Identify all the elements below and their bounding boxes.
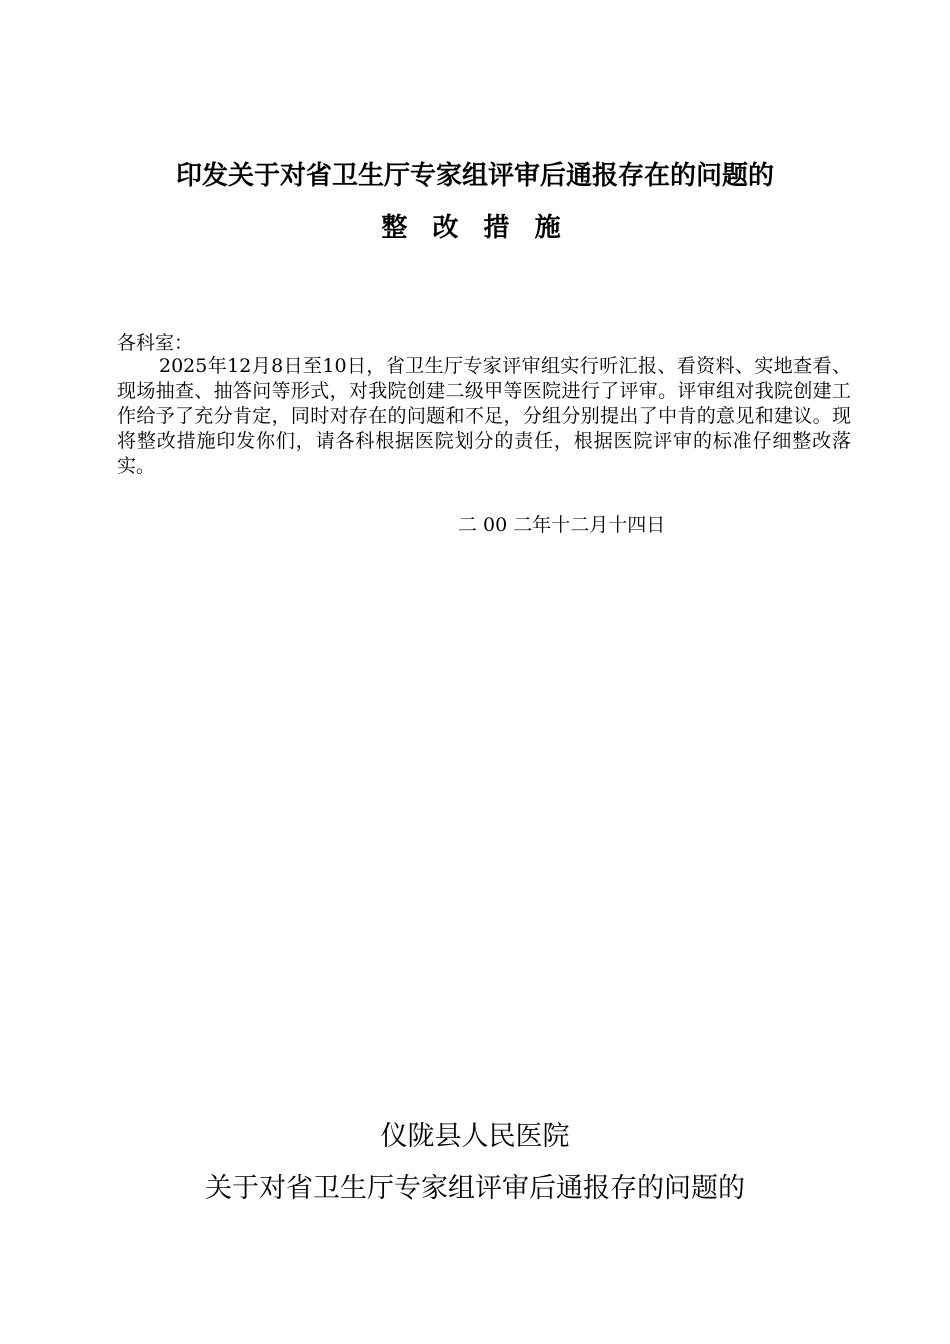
salutation: 各科室： — [117, 332, 194, 354]
document-subtitle: 整 改 措 施 — [381, 213, 569, 243]
document-date: 二 00 二年十二月十四日 — [458, 514, 666, 536]
organization-name: 仪陇县人民医院 — [380, 1121, 570, 1152]
document-title: 印发关于对省卫生厅专家组评审后通报存在的问题的 — [175, 161, 774, 191]
next-section-title: 关于对省卫生厅专家组评审后通报存的问题的 — [205, 1173, 745, 1204]
body-paragraph: 2025年12月8日至10日，省卫生厅专家评审组实行听汇报、看资料、实地查看、现场抽查、抽答问等形式，对我院创建二级甲等医院进行了评审。评审组对我院创建工作给予了充分肯定，同时对存在的问题和不足，分组分别提出了中肯的意见和建议。现将整改措施印发你们，请各科根据医院划分的责任，根据医院评审的标准仔细整改落实。 — [117, 355, 851, 477]
